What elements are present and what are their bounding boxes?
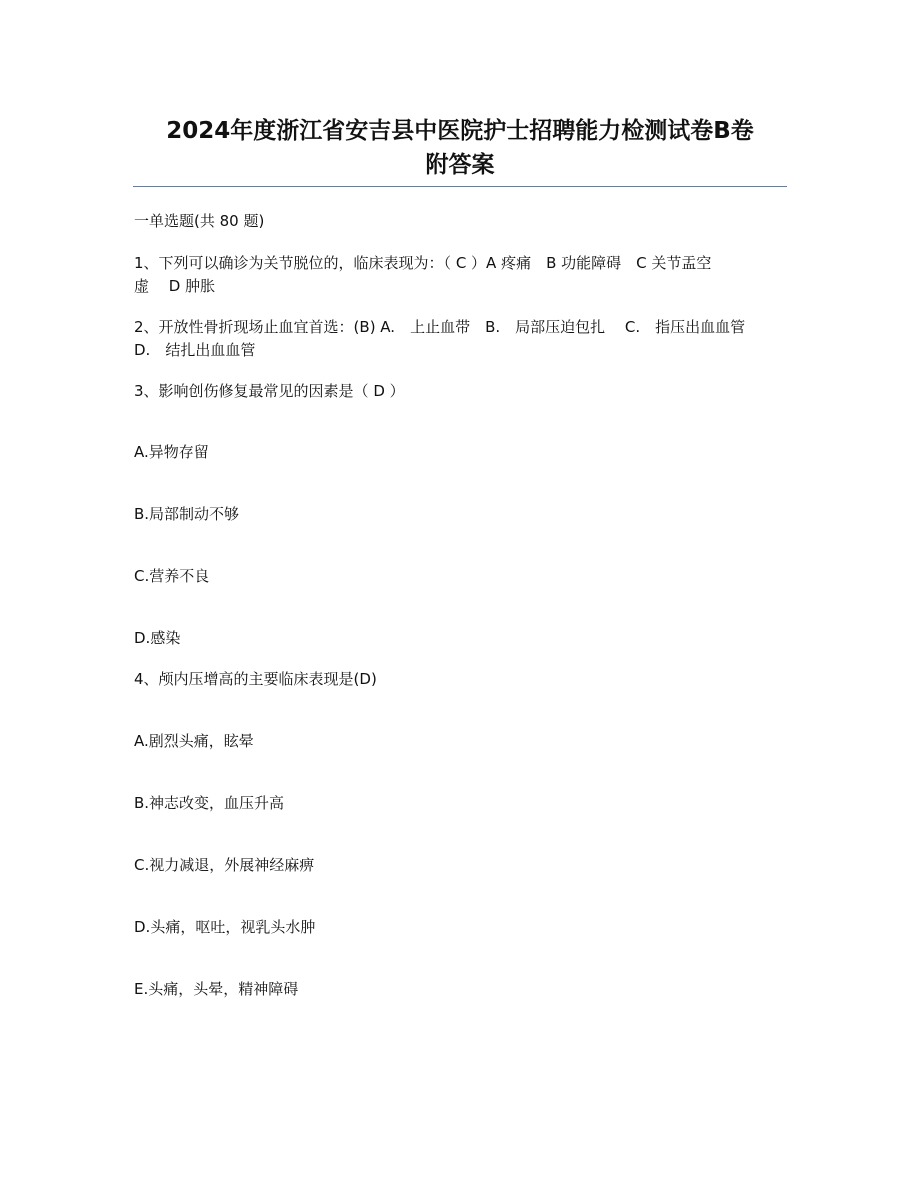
question-4-stem: 4、颅内压增高的主要临床表现是(D): [134, 670, 377, 688]
question-3-option-a: A.异物存留: [134, 443, 209, 461]
question-3-option-c: C.营养不良: [134, 567, 210, 585]
question-4-option-a: A.剧烈头痛，眩晕: [134, 732, 254, 750]
question-3-option-d: D.感染: [134, 629, 181, 647]
question-2-line-2: D. 结扎出血血管: [134, 341, 256, 359]
question-3-option-b: B.局部制动不够: [134, 505, 240, 523]
question-1-line-1: 1、下列可以确诊为关节脱位的，临床表现为：（ C ）A 疼痛 B 功能障碍 C 关节盂空: [134, 254, 712, 272]
question-4-option-d: D.头痛，呕吐，视乳头水肿: [134, 918, 316, 936]
question-3-stem: 3、影响创伤修复最常见的因素是（ D ）: [134, 382, 405, 400]
title-divider: [133, 186, 787, 187]
question-4-option-c: C.视力减退，外展神经麻痹: [134, 856, 315, 874]
question-4-option-b: B.神志改变，血压升高: [134, 794, 285, 812]
document-title-line-1: 2024年度浙江省安吉县中医院护士招聘能力检测试卷B卷: [166, 118, 754, 144]
document-title-line-2: 附答案: [425, 152, 495, 178]
question-1-line-2: 虚 D 肿胀: [134, 277, 216, 295]
section-heading: 一单选题(共 80 题): [134, 212, 265, 230]
question-2-line-1: 2、开放性骨折现场止血宜首选：(B) A. 上止血带 B. 局部压迫包扎 C. 指压出血血管: [134, 318, 746, 336]
question-4-option-e: E.头痛，头晕，精神障碍: [134, 980, 299, 998]
